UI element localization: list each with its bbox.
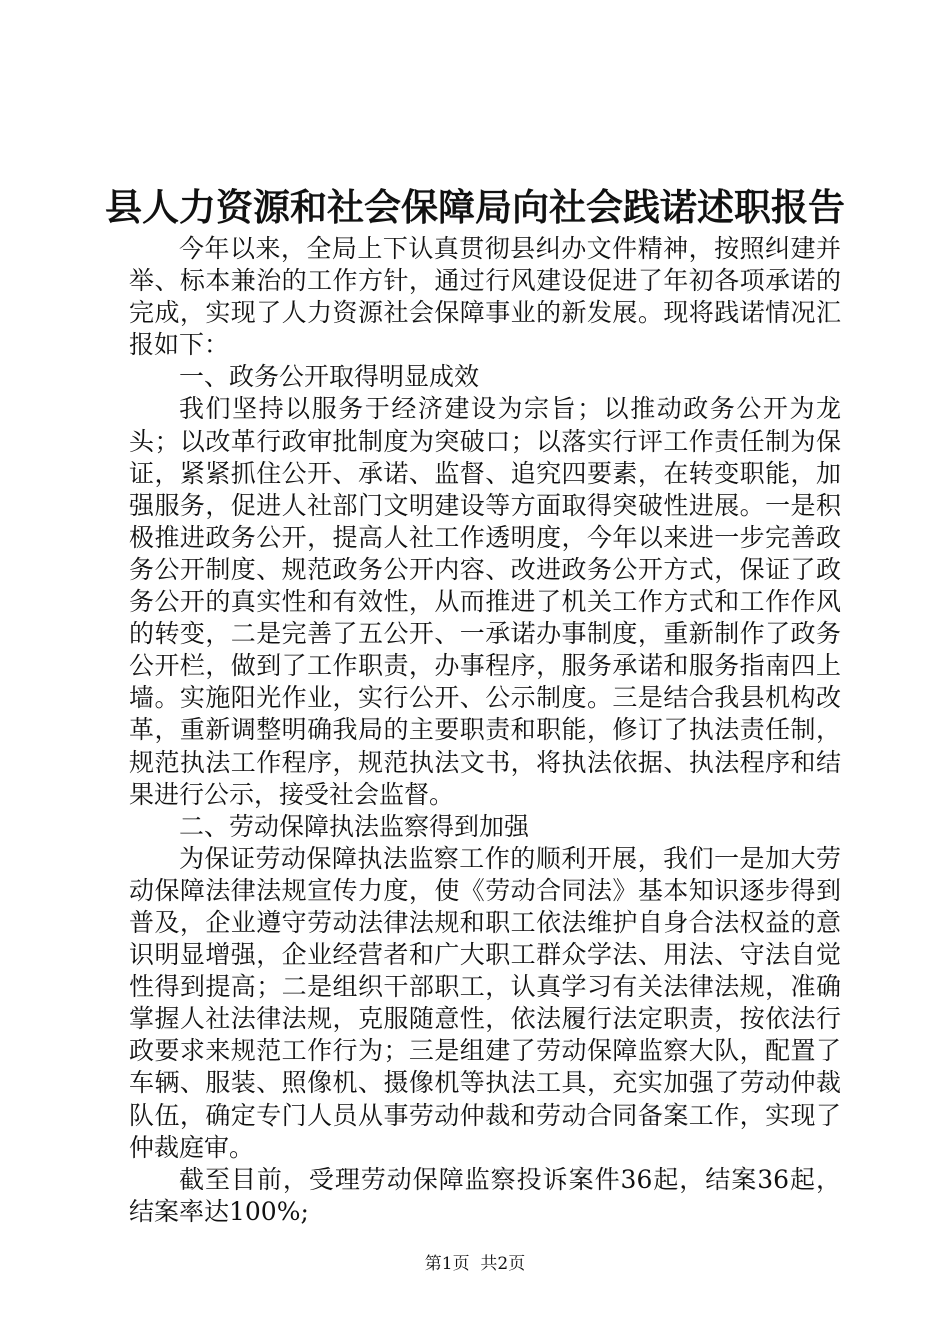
paragraph-section-1: 我们坚持以服务于经济建设为宗旨；以推动政务公开为龙头；以改革行政审批制度为突破口；以落实行评工作责任制为保证，紧紧抓住公开、承诺、监督、追究四要素，在转变职能，加强服务，促进人社部门文明建设等方面取得突破性进展。一是积极推进政务公开，提高人社工作透明度，今年以来进一步完善政务公开制度、规范政务公开内容、改进政务公开方式，保证了政务公开的真实性和有效性，从而推进了机关工作方式和工作作风的转变，二是完善了五公开、一承诺办事制度，重新制作了政务公开栏，做到了工作职责，办事程序，服务承诺和服务指南四上墙。实施阳光作业，实行公开、公示制度。三是结合我县机构改革，重新调整明确我局的主要职责和职能，修订了执法责任制，规范执法工作程序，规范执法文书，将执法依据、执法程序和结果进行公示，接受社会监督。	[129, 394, 841, 809]
paragraph-section-2: 为保证劳动保障执法监察工作的顺利开展，我们一是加大劳动保障法律法规宣传力度，使《劳动合同法》基本知识逐步得到普及，企业遵守劳动法律法规和职工依法维护自身合法权益的意识明显增强，企业经营者和广大职工群众学法、用法、守法自觉性得到提高；二是组织干部职工，认真学习有关法律法规，准确掌握人社法律法规，克服随意性，依法履行法定职责，按依法行政要求来规范工作行为；三是组建了劳动保障监察大队，配置了车辆、服装、照像机、摄像机等执法工具，充实加强了劳动仲裁队伍，确定专门人员从事劳动仲裁和劳动合同备案工作，实现了仲裁庭审。	[129, 843, 841, 1162]
section-heading-1: 一、政务公开取得明显成效	[179, 362, 480, 392]
paragraph-intro: 今年以来，全局上下认真贯彻县纠办文件精神，按照纠建并举、标本兼治的工作方针，通过行风建设促进了年初各项承诺的完成，实现了人力资源社会保障事业的新发展。现将践诺情况汇报如下：	[129, 234, 841, 360]
section-heading-2: 二、劳动保障执法监察得到加强	[179, 811, 530, 841]
page-number: 第1页 共2页	[424, 1254, 526, 1274]
document-title: 县人力资源和社会保障局向社会践诺述职报告	[105, 185, 845, 229]
paragraph-statistics: 截至目前，受理劳动保障监察投诉案件36起，结案36起，结案率达100%;	[129, 1164, 841, 1226]
document-body	[129, 233, 841, 1228]
page-footer	[0, 1252, 950, 1276]
